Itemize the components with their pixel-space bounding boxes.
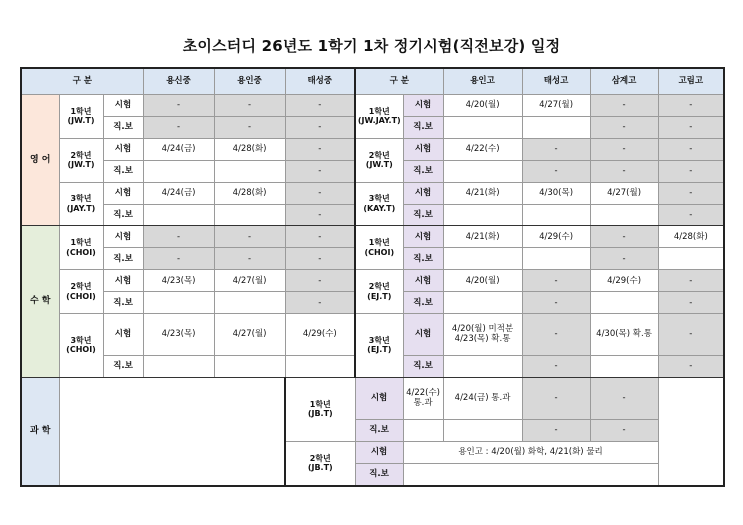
- header-school: 용인중: [214, 68, 285, 95]
- cell: [443, 204, 522, 226]
- cell: 4/29(수): [590, 270, 658, 292]
- grade-label: 3학년 (EJ.T): [355, 314, 403, 378]
- cell: 4/27(월): [522, 95, 590, 117]
- grade-label: 3학년 (CHOI): [59, 314, 103, 378]
- type-prep: 직.보: [103, 116, 143, 138]
- grade-label: 1학년 (JW.JAY.T): [355, 95, 403, 139]
- cell: 4/27(월): [590, 182, 658, 204]
- cell: 4/21(화): [443, 226, 522, 248]
- type-exam: 시험: [403, 314, 443, 356]
- table-row: [21, 138, 724, 160]
- grade-label: 2학년 (EJ.T): [355, 270, 403, 314]
- cell: -: [658, 314, 724, 356]
- cell: 4/22(수): [443, 138, 522, 160]
- empty-middle-science: [59, 377, 285, 486]
- header-school: 태성고: [522, 68, 590, 95]
- cell: -: [590, 377, 658, 419]
- cell: 4/24(금): [143, 138, 214, 160]
- cell: [443, 160, 522, 182]
- cell: [443, 419, 522, 441]
- grade-label: 2학년 (CHOI): [59, 270, 103, 314]
- cell: [214, 355, 285, 377]
- cell: 4/30(목) 확.통: [590, 314, 658, 356]
- cell: [214, 292, 285, 314]
- type-prep: 직.보: [103, 248, 143, 270]
- type-prep: 직.보: [103, 204, 143, 226]
- cell-two-line: 4/20(월) 미적분 4/23(목) 확.통: [443, 314, 522, 356]
- cell: 4/28(화): [658, 226, 724, 248]
- type-exam: 시험: [103, 270, 143, 292]
- cell: [403, 419, 443, 441]
- cell: [443, 355, 522, 377]
- type-exam: 시험: [403, 270, 443, 292]
- subject-science: 과 학: [21, 377, 59, 486]
- cell: 4/28(화): [214, 182, 285, 204]
- cell: -: [522, 138, 590, 160]
- exam-schedule-table: [20, 67, 725, 487]
- cell: -: [590, 248, 658, 270]
- cell: -: [214, 226, 285, 248]
- cell: [522, 116, 590, 138]
- cell: -: [522, 160, 590, 182]
- grade-label: 1학년 (JW.T): [59, 95, 103, 139]
- cell: -: [658, 355, 724, 377]
- cell: [214, 160, 285, 182]
- cell: [285, 355, 355, 377]
- cell: -: [285, 116, 355, 138]
- grade-label: 2학년 (JW.T): [59, 138, 103, 182]
- cell: -: [590, 138, 658, 160]
- grade-label: 1학년 (CHOI): [355, 226, 403, 270]
- cell: [214, 204, 285, 226]
- type-exam: 시험: [103, 182, 143, 204]
- type-prep: 직.보: [403, 355, 443, 377]
- cell: 4/24(금) 통.과: [443, 377, 522, 419]
- cell: -: [143, 116, 214, 138]
- cell: -: [285, 204, 355, 226]
- cell: [143, 160, 214, 182]
- cell: -: [285, 95, 355, 117]
- cell: [522, 248, 590, 270]
- cell: -: [522, 314, 590, 356]
- cell: [522, 204, 590, 226]
- type-exam: 시험: [403, 95, 443, 117]
- cell: -: [285, 292, 355, 314]
- table-row: [21, 182, 724, 204]
- cell: [590, 204, 658, 226]
- type-exam: 시험: [355, 441, 403, 463]
- grade-label: 3학년 (KAY.T): [355, 182, 403, 226]
- cell: [143, 204, 214, 226]
- cell: -: [522, 377, 590, 419]
- header-school: 용인고: [443, 68, 522, 95]
- cell: 4/24(금): [143, 182, 214, 204]
- cell: [443, 248, 522, 270]
- cell: -: [285, 182, 355, 204]
- cell: -: [590, 116, 658, 138]
- type-prep: 직.보: [103, 160, 143, 182]
- subject-math: 수 학: [21, 226, 59, 377]
- cell: -: [658, 95, 724, 117]
- grade-label: 1학년 (CHOI): [59, 226, 103, 270]
- cell: -: [285, 160, 355, 182]
- cell: 4/29(수): [285, 314, 355, 356]
- cell: -: [590, 226, 658, 248]
- type-exam: 시험: [103, 314, 143, 356]
- type-prep: 직.보: [403, 248, 443, 270]
- cell: 4/20(월): [443, 270, 522, 292]
- cell: -: [285, 226, 355, 248]
- cell: -: [658, 204, 724, 226]
- grade-label: 2학년 (JB.T): [285, 441, 355, 486]
- type-exam: 시험: [355, 377, 403, 419]
- cell: -: [143, 95, 214, 117]
- type-exam: 시험: [103, 95, 143, 117]
- cell: 4/22(수) 통.과: [403, 377, 443, 419]
- table-row: [21, 314, 724, 356]
- cell: -: [658, 160, 724, 182]
- cell: [658, 248, 724, 270]
- cell: 4/27(월): [214, 270, 285, 292]
- table-row: [21, 226, 724, 248]
- merged-exam-cell: 용인고 : 4/20(월) 화학, 4/21(화) 물리: [403, 441, 658, 463]
- cell: [143, 355, 214, 377]
- header-school: 고림고: [658, 68, 724, 95]
- cell: [590, 292, 658, 314]
- cell: -: [522, 292, 590, 314]
- cell: [590, 355, 658, 377]
- cell: -: [658, 116, 724, 138]
- type-prep: 직.보: [403, 160, 443, 182]
- cell: 4/23(목): [143, 314, 214, 356]
- header-row: [21, 68, 724, 95]
- type-exam: 시험: [403, 182, 443, 204]
- type-prep: 직.보: [403, 204, 443, 226]
- cell: -: [214, 248, 285, 270]
- cell: -: [658, 292, 724, 314]
- cell: -: [658, 138, 724, 160]
- subject-english: 영 어: [21, 95, 59, 226]
- type-exam: 시험: [403, 138, 443, 160]
- cell: [143, 292, 214, 314]
- merged-prep-cell: [403, 463, 658, 486]
- cell: 4/20(월): [443, 95, 522, 117]
- cell: -: [590, 95, 658, 117]
- cell: [443, 292, 522, 314]
- cell: 4/21(화): [443, 182, 522, 204]
- grade-label: 1학년 (JB.T): [285, 377, 355, 441]
- cell: 4/29(수): [522, 226, 590, 248]
- cell: -: [658, 182, 724, 204]
- cell: -: [658, 270, 724, 292]
- table-row: [21, 270, 724, 292]
- type-prep: 직.보: [403, 292, 443, 314]
- header-section-left: 구 분: [21, 68, 143, 95]
- cell: -: [590, 160, 658, 182]
- cell: 4/23(목): [143, 270, 214, 292]
- cell: -: [285, 270, 355, 292]
- type-prep: 직.보: [355, 463, 403, 486]
- cell: -: [143, 248, 214, 270]
- header-section-right: 구 분: [355, 68, 443, 95]
- type-prep: 직.보: [103, 355, 143, 377]
- cell: -: [214, 116, 285, 138]
- table-row: [21, 377, 724, 419]
- type-exam: 시험: [103, 226, 143, 248]
- type-exam: 시험: [103, 138, 143, 160]
- cell: -: [285, 248, 355, 270]
- cell: -: [143, 226, 214, 248]
- cell: -: [522, 270, 590, 292]
- header-school: 태성중: [285, 68, 355, 95]
- cell: 4/27(월): [214, 314, 285, 356]
- header-school: 용신중: [143, 68, 214, 95]
- cell: -: [590, 419, 658, 441]
- table-row: [21, 95, 724, 117]
- cell: -: [522, 419, 590, 441]
- type-prep: 직.보: [103, 292, 143, 314]
- cell: [443, 116, 522, 138]
- cell: -: [522, 355, 590, 377]
- type-prep: 직.보: [403, 116, 443, 138]
- grade-label: 2학년 (JW.T): [355, 138, 403, 182]
- cell: 4/28(화): [214, 138, 285, 160]
- header-school: 삼계고: [590, 68, 658, 95]
- cell: -: [285, 138, 355, 160]
- type-exam: 시험: [403, 226, 443, 248]
- cell: 4/30(목): [522, 182, 590, 204]
- cell: -: [214, 95, 285, 117]
- grade-label: 3학년 (JAY.T): [59, 182, 103, 226]
- type-prep: 직.보: [355, 419, 403, 441]
- page-title: 초이스터디 26년도 1학기 1차 정기시험(직전보강) 일정: [182, 37, 561, 55]
